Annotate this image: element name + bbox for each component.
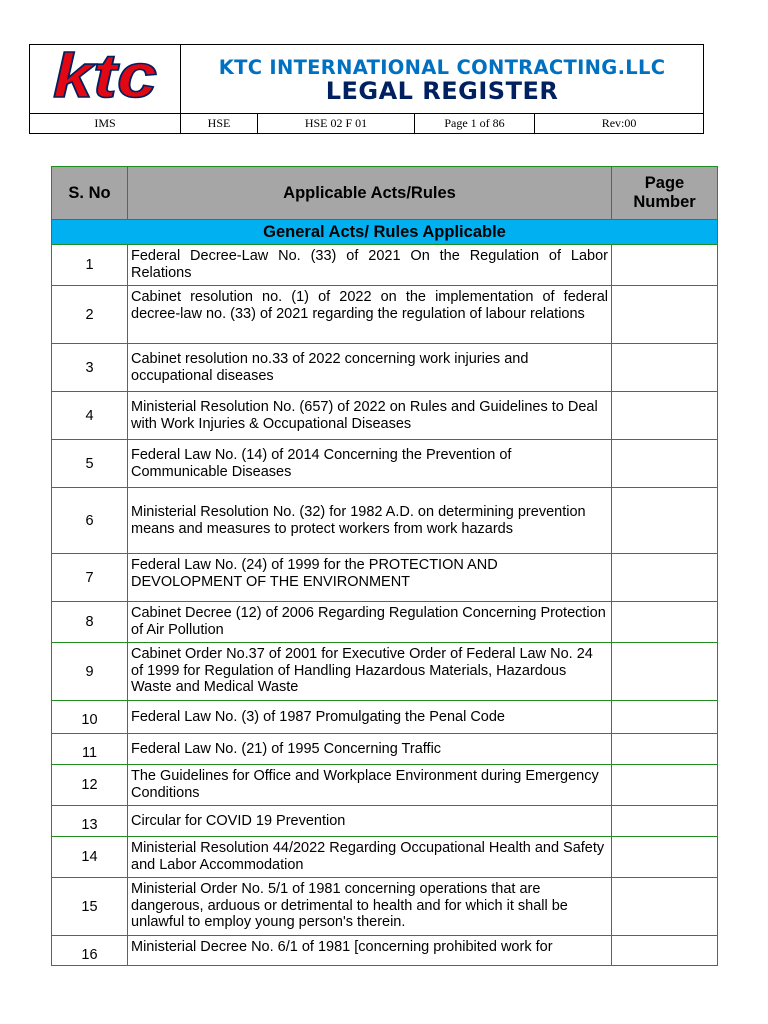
meta-department: HSE <box>181 114 258 134</box>
svg-text:ktc: ktc <box>53 46 157 107</box>
row-sno: 11 <box>52 734 128 765</box>
row-page-number <box>612 701 718 734</box>
row-act: Federal Law No. (14) of 2014 Concerning the Prevention of Communicable Diseases <box>128 440 612 488</box>
table-row <box>52 245 718 286</box>
table-row <box>52 936 718 966</box>
col-header-acts: Applicable Acts/Rules <box>128 167 612 220</box>
row-page-number <box>612 488 718 554</box>
row-act: Cabinet Order No.37 of 2001 for Executive Order of Federal Law No. 24 of 1999 for Regulation of Handling Hazardous Materials, Hazardous Waste and Medical Waste <box>128 643 612 701</box>
row-act: Ministerial Decree No. 6/1 of 1981 [concerning prohibited work for <box>128 936 612 966</box>
meta-page-count: Page 1 of 86 <box>415 114 535 134</box>
row-act: Ministerial Resolution No. (32) for 1982 A.D. on determining prevention means and measures to protect workers from work hazards <box>128 488 612 554</box>
row-page-number <box>612 837 718 878</box>
table-row <box>52 392 718 440</box>
meta-revision: Rev:00 <box>535 114 704 134</box>
row-page-number <box>612 602 718 643</box>
row-sno: 12 <box>52 765 128 806</box>
row-sno: 1 <box>52 245 128 286</box>
row-act: Cabinet resolution no.33 of 2022 concerning work injuries and occupational diseases <box>128 344 612 392</box>
section-title: General Acts/ Rules Applicable <box>52 220 718 245</box>
row-sno: 10 <box>52 701 128 734</box>
row-sno: 5 <box>52 440 128 488</box>
col-header-page-line2: Number <box>633 193 696 211</box>
meta-form-code: HSE 02 F 01 <box>258 114 415 134</box>
table-row <box>52 344 718 392</box>
table-row <box>52 701 718 734</box>
row-page-number <box>612 765 718 806</box>
row-act: Ministerial Resolution No. (657) of 2022 on Rules and Guidelines to Deal with Work Injuries & Occupational Diseases <box>128 392 612 440</box>
table-row <box>52 765 718 806</box>
row-page-number <box>612 286 718 344</box>
row-page-number <box>612 643 718 701</box>
row-page-number <box>612 936 718 966</box>
row-page-number <box>612 734 718 765</box>
section-row <box>52 220 718 245</box>
table-row <box>52 602 718 643</box>
row-act: Federal Law No. (3) of 1987 Promulgating the Penal Code <box>128 701 612 734</box>
row-page-number <box>612 245 718 286</box>
table-row <box>52 440 718 488</box>
row-sno: 4 <box>52 392 128 440</box>
row-act: Ministerial Order No. 5/1 of 1981 concerning operations that are dangerous, arduous or detrimental to health and for which it shall be unlawful to employ young person's therein. <box>128 878 612 936</box>
row-page-number <box>612 806 718 837</box>
table-row <box>52 488 718 554</box>
row-page-number <box>612 344 718 392</box>
row-act: Federal Decree-Law No. (33) of 2021 On the Regulation of Labor Relations <box>128 245 612 286</box>
row-sno: 8 <box>52 602 128 643</box>
row-act: The Guidelines for Office and Workplace Environment during Emergency Conditions <box>128 765 612 806</box>
row-page-number <box>612 440 718 488</box>
row-sno: 13 <box>52 806 128 837</box>
table-row <box>52 878 718 936</box>
title-cell <box>181 45 704 114</box>
row-act: Cabinet resolution no. (1) of 2022 on the implementation of federal decree-law no. (33) of 2021 regarding the regulation of labour relations <box>128 286 612 344</box>
table-row <box>52 554 718 602</box>
table-row <box>52 286 718 344</box>
ktc-logo <box>51 47 159 107</box>
row-sno: 14 <box>52 837 128 878</box>
row-act: Cabinet Decree (12) of 2006 Regarding Regulation Concerning Protection of Air Pollution <box>128 602 612 643</box>
row-act: Federal Law No. (24) of 1999 for the PROTECTION AND DEVOLOPMENT OF THE ENVIRONMENT <box>128 554 612 602</box>
table-header-row <box>52 167 718 220</box>
meta-system: IMS <box>30 114 181 134</box>
legal-register-table <box>51 166 718 966</box>
row-sno: 15 <box>52 878 128 936</box>
document-meta-row <box>30 114 704 134</box>
row-act: Ministerial Resolution 44/2022 Regarding Occupational Health and Safety and Labor Accommodation <box>128 837 612 878</box>
table-row <box>52 837 718 878</box>
col-header-page-number <box>612 167 718 220</box>
company-name: KTC INTERNATIONAL CONTRACTING.LLC <box>218 55 666 79</box>
row-sno: 7 <box>52 554 128 602</box>
row-page-number <box>612 392 718 440</box>
row-sno: 9 <box>52 643 128 701</box>
col-header-page-line1: Page <box>644 174 685 192</box>
table-row <box>52 643 718 701</box>
row-page-number <box>612 554 718 602</box>
row-sno: 16 <box>52 936 128 966</box>
col-header-sno: S. No <box>52 167 128 220</box>
table-row <box>52 734 718 765</box>
table-row <box>52 806 718 837</box>
row-sno: 6 <box>52 488 128 554</box>
row-sno: 2 <box>52 286 128 344</box>
row-act: Circular for COVID 19 Prevention <box>128 806 612 837</box>
document-title: LEGAL REGISTER <box>325 76 559 105</box>
row-sno: 3 <box>52 344 128 392</box>
row-act: Federal Law No. (21) of 1995 Concerning Traffic <box>128 734 612 765</box>
logo-cell <box>30 45 181 114</box>
row-page-number <box>612 878 718 936</box>
document-header <box>29 44 704 134</box>
